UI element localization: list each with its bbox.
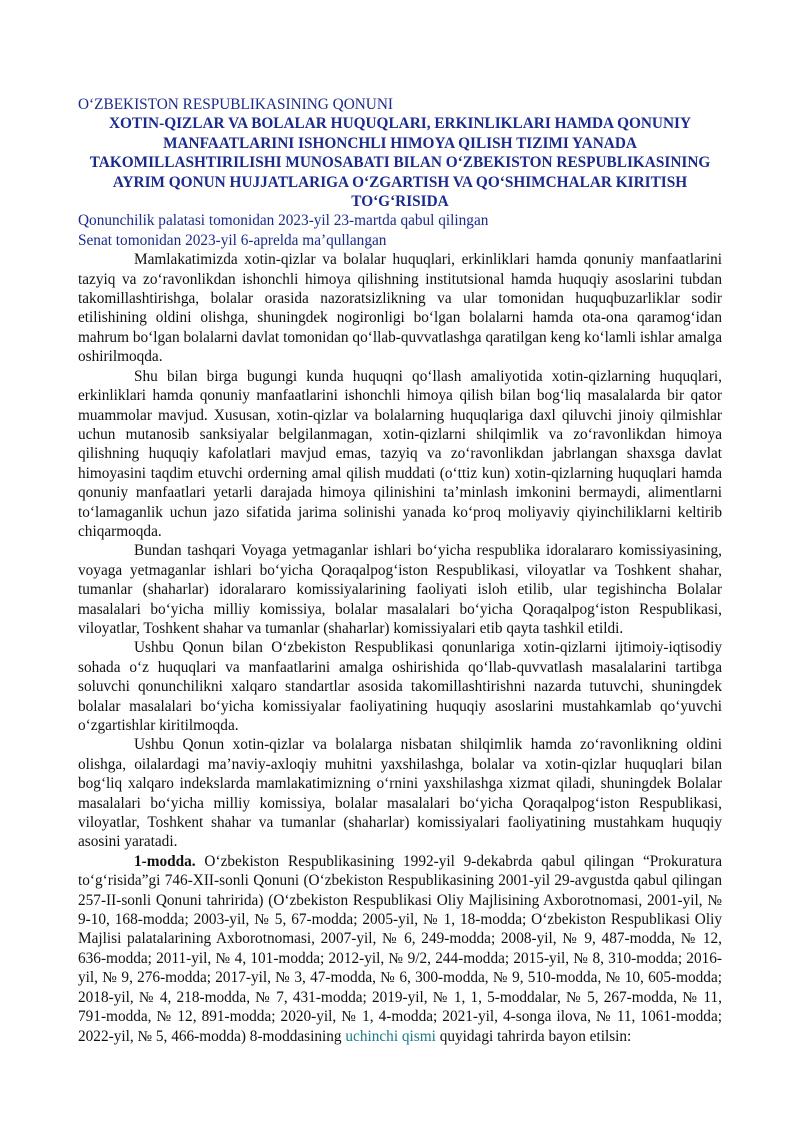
law-type: O‘ZBEKISTON RESPUBLIKASINING QONUNI xyxy=(78,96,393,113)
approval-date-senate: Senat tomonidan 2023-yil 6-aprelda ma’qullangan xyxy=(78,231,387,249)
document-page xyxy=(78,95,722,1046)
article-1-paragraph xyxy=(78,852,722,1046)
article-1-text: O‘zbekiston Respublikasining 1992-yil 9-dekabrda qabul qilingan “Prokuratura to‘g‘risida”gi 746-XII-sonli Qonuni (O‘zbekiston Respublikasining 2001-yil 29-avgustda qabul qilingan 257-II-sonli Qonuni tahririda) (O‘zbekiston Respublikasi Oliy Majlisining Axborotnomasi, 2001-yil, № 9-10, 168-modda; 2003-yil, № 5, 67-modda; 2005-yil, № 1, 18-modda; O‘zbekiston Respublikasi Oliy Majlisi palatalarining Axborotnomasi, 2007-yil, № 6, 249-modda; 2008-yil, № 9, 487-modda, № 12, 636-modda; 2011-yil, № 4, 101-modda; 2012-yil, № 9/2, 244-modda; 2015-yil, № 8, 310-modda; 2016-yil, № 9, 276-modda; 2017-yil, № 3, 47-modda, № 6, 300-modda, № 9, 510-modda, № 10, 605-modda; 2018-yil, № 4, 218-modda, № 7, 431-modda; 2019-yil, № 1, 1, 5-moddalar, № 5, 267-modda, № 11, 791-modda, № 12, 891-modda; 2020-yil, № 1, 4-modda; 2021-yil, 4-songa ilova, № 11, 1061-modda; 2022-yil, № 5, 466-modda) 8-moddasining xyxy=(78,852,722,1045)
preamble-paragraph-4: Ushbu Qonun bilan O‘zbekiston Respublikasi qonunlariga xotin-qizlarni ijtimoiy-iqtisodiy sohada o‘z huquqlari va manfaatlarini amalga oshirishida qo‘llab-quvvatlash masalalarini tartibga soluvchi qonunchilikni xalqaro standartlar asosida takomillashtirishni nazarda tutuvchi, shuningdek bolalar masalalari bo‘yicha komissiyalar faoliyatining huquqiy asoslarini mustahkamlab qo‘yuvchi o‘zgartishlar kiritilmoqda. xyxy=(78,639,722,734)
preamble-paragraph-3: Bundan tashqari Voyaga yetmaganlar ishlari bo‘yicha respublika idoralararo komissiyasining, voyaga yetmaganlar ishlari bo‘yicha Qoraqalpog‘iston Respublikasi, viloyatlar va Toshkent shahar, tumanlar (shaharlar) idoralararo komissiyalarining faoliyati isloh etilib, ular tegishincha Bolalar masalalari bo‘yicha milliy komissiya, bolalar masalalari bo‘yicha Qoraqalpog‘iston Respublikasi, viloyatlar, Toshkent shahar va tumanlar (shaharlar) komissiyalari etib qayta tashkil etildi. xyxy=(78,542,722,637)
preamble-paragraph-2: Shu bilan birga bugungi kunda huquqni qo‘llash amaliyotida xotin-qizlarning huquqlari, erkinliklari hamda qonuniy manfaatlarini ishonchli himoya qilish bilan bog‘liq masalalarda bir qator muammolar mavjud. Xususan, xotin-qizlar va bolalarning huquqlariga daxl qiluvchi jinoiy qilmishlar uchun mutanosib sanksiyalar belgilanmagan, xotin-qizlarni shilqimlik va zo‘ravonlikdan himoya qilishning huquqiy kafolatlari mavjud emas, tazyiq va zo‘ravonlikdan jabrlangan shaxsga davlat himoyasini taqdim etuvchi orderning amal qilish muddati (o‘ttiz kun) xotin-qizlarning huquqlari hamda qonuniy manfaatlari yetarli darajada himoya qilinishini ta’minlash imkonini bermaydi, alimentlarni to‘lamaganlik uchun jazo sifatida jarima solinishi yanada ko‘proq moliyaviy qiyinchiliklarni keltirib chiqarmoqda. xyxy=(78,367,722,540)
preamble-paragraph-1: Mamlakatimizda xotin-qizlar va bolalar huquqlari, erkinliklari hamda qonuniy manfaatlarini tazyiq va zo‘ravonlikdan ishonchli himoya qilishning institutsional hamda huquqiy asoslarini tubdan takomillashtirishga, bolalar orasida nazoratsizlikning va ular tomonidan huquqbuzarliklar sodir etilishining oldini olishga, shuningdek nogironligi bo‘lgan bolalarni hamda ota-ona qaramog‘idan mahrum bo‘lgan bolalarni davlat tomonidan qo‘llab-quvvatlashga qaratilgan keng ko‘lamli ishlar amalga oshirilmoqda. xyxy=(78,251,722,366)
law-title: XOTIN-QIZLAR VA BOLALAR HUQUQLARI, ERKINLIKLARI HAMDA QONUNIY MANFAATLARINI ISHONCHLI HIMOYA QILISH TIZIMI YANADA TAKOMILLASHTIRILISHI MUNOSABATI BILAN O‘ZBEKISTON RESPUBLIKASINING AYRIM QONUN HUJJATLARIGA O‘ZGARTISH VA QO‘SHIMCHALAR KIRITISH TO‘G‘RISIDA xyxy=(89,115,711,211)
adoption-date-chamber: Qonunchilik palatasi tomonidan 2023-yil 23-martda qabul qilingan xyxy=(78,212,489,230)
preamble-paragraph-5: Ushbu Qonun xotin-qizlar va bolalarga nisbatan shilqimlik hamda zo‘ravonlikning oldini olishga, oilalardagi ma’naviy-axloqiy muhitni yaxshilashga, bolalar va xotin-qizlar huquqlari bilan bog‘liq xalqaro indekslarda mamlakatimizning o‘rnini yaxshilashga xizmat qiladi, shuningdek Bolalar masalalari bo‘yicha milliy komissiya, bolalar masalalari bo‘yicha Qoraqalpog‘iston Respublikasi, viloyatlar, Toshkent shahar va tumanlar (shaharlar) komissiyalari faoliyatining mustahkam huquqiy asosini yaratadi. xyxy=(78,736,722,851)
article-1-number: 1-modda. xyxy=(134,852,196,870)
article-1-tail: quyidagi tahrirda bayon etilsin: xyxy=(435,1027,632,1045)
article-part-link[interactable]: uchinchi qismi xyxy=(345,1027,436,1045)
